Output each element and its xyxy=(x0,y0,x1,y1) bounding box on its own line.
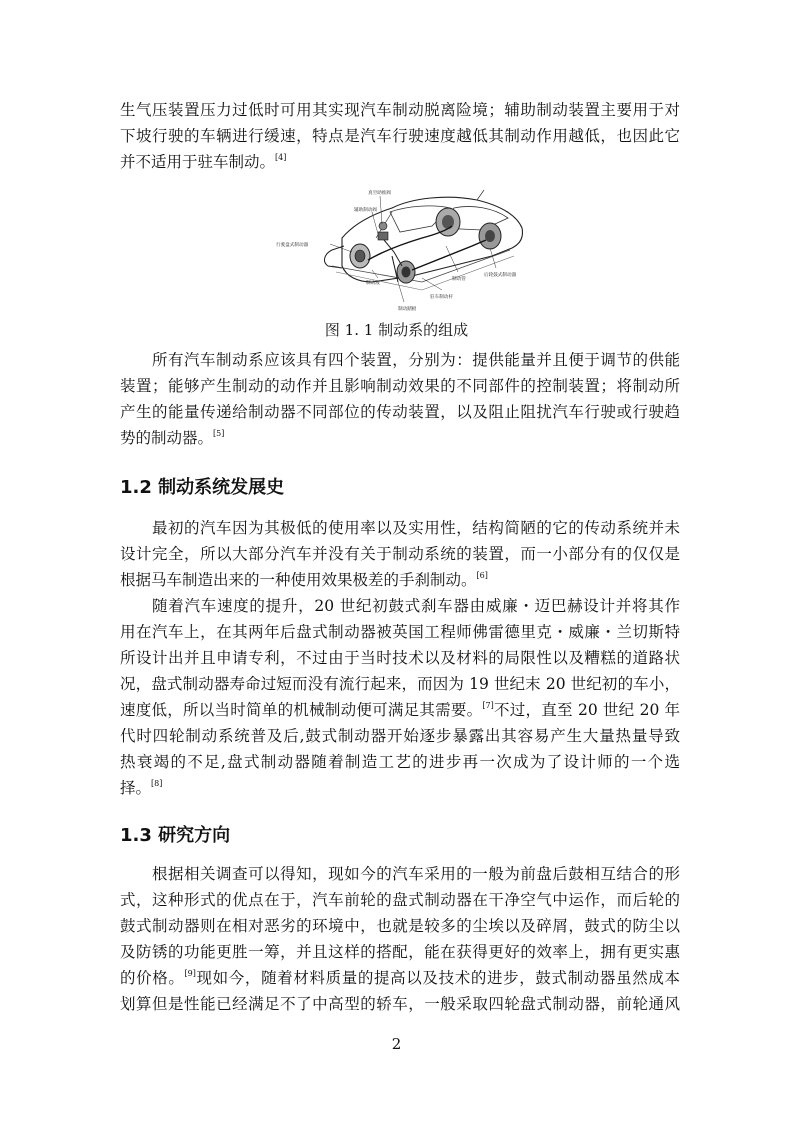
text-line: 根据相关调查可以得知，现如今的汽车采用的一般为前盘后鼓相互结合的形 xyxy=(152,865,680,883)
text-line: 及防锈的功能更胜一筹，并且这样的搭配，能在获得更好的效率上，拥有更实惠 xyxy=(120,943,680,961)
figure-label: 制动液 xyxy=(366,281,380,286)
citation: [8] xyxy=(151,779,163,788)
figure-label: 辅助制动阀 xyxy=(354,208,377,213)
figure-label: 后轮鼓式制动器 xyxy=(484,273,517,278)
figure-label: 制动管 xyxy=(452,277,466,282)
citation: [7] xyxy=(482,701,494,710)
citation: [9] xyxy=(184,969,196,978)
figure-label: 制动踏板 xyxy=(398,307,417,312)
text-line: 装置；能够产生制动的动作并且影响制动效果的不同部件的控制装置；将制动所 xyxy=(120,377,680,395)
text-line: 最初的汽车因为其极低的使用率以及实用性，结构简陋的它的传动系统并未 xyxy=(152,519,680,537)
text-line: 代时四轮制动系统普及后,鼓式制动器开始逐步暴露出其容易产生大量热量导致 xyxy=(120,727,680,745)
text-line: 设计完全，所以大部分汽车并没有关于制动系统的装置，而一小部分有的仅仅是 xyxy=(120,545,680,563)
text-line: 生气压装置压力过低时可用其实现汽车制动脱离险境；辅助制动装置主要用于对 xyxy=(120,101,680,119)
text-line: 热衰竭的不足,盘式制动器随着制造工艺的进步再一次成为了设计师的一个选 xyxy=(120,753,680,771)
page-number: 2 xyxy=(391,1035,402,1053)
text-line: 所设计出并且申请专利，不过由于当时技术以及材料的局限性以及糟糕的道路状 xyxy=(120,649,680,667)
text-line: 所有汽车制动系应该具有四个装置，分别为：提供能量并且便于调节的供能 xyxy=(152,351,680,369)
text-line: 速度低，所以当时简单的机械制动便可满足其需要。[7]不过，直至 20 世纪 20 年 xyxy=(120,701,680,719)
section-heading: 1.3 研究方向 xyxy=(120,825,231,846)
figure-label: 驻车制动杆 xyxy=(430,295,453,300)
citation: [5] xyxy=(213,429,225,438)
citation: [6] xyxy=(476,571,488,580)
citation: [4] xyxy=(275,153,287,162)
text-line: 并不适用于驻车制动。[4] xyxy=(120,153,287,171)
text-line: 的价格。[9]现如今，随着材料质量的提高以及技术的进步，鼓式制动器虽然成本 xyxy=(120,969,680,987)
text-line: 下坡行驶的车辆进行缓速，特点是汽车行驶速度越低其制动作用越低，也因此它 xyxy=(120,127,680,145)
section-heading: 1.2 制动系统发展史 xyxy=(120,477,285,498)
text-line: 况，盘式制动器寿命过短而没有流行起来，而因为 19 世纪末 20 世纪初的车小， xyxy=(120,675,680,693)
figure-label: 真空助推阀 xyxy=(368,191,391,196)
brake-system-figure xyxy=(272,186,528,314)
text-line: 势的制动器。[5] xyxy=(120,429,225,447)
text-line: 鼓式制动器则在相对恶劣的环境中，也就是较多的尘埃以及碎屑，鼓式的防尘以 xyxy=(120,917,680,935)
text-line: 划算但是性能已经满足不了中高型的轿车，一般采取四轮盘式制动器，前轮通风 xyxy=(120,995,680,1013)
text-line: 产生的能量传递给制动器不同部位的传动装置，以及阻止阻扰汽车行驶或行驶趋 xyxy=(120,403,680,421)
text-line: 随着汽车速度的提升，20 世纪初鼓式刹车器由威廉・迈巴赫设计并将其作 xyxy=(152,597,680,615)
text-line: 式，这种形式的优点在于，汽车前轮的盘式制动器在干净空气中运作，而后轮的 xyxy=(120,891,680,909)
text-line: 择。[8] xyxy=(120,779,163,797)
figure-caption: 图 1. 1 制动系的组成 xyxy=(324,321,469,339)
text-line: 用在汽车上，在其两年后盘式制动器被英国工程师佛雷德里克・威廉・兰切斯特 xyxy=(120,623,680,641)
figure-label: 行驶盘式制动器 xyxy=(276,243,309,248)
text-line: 根据马车制造出来的一种使用效果极差的手刹制动。[6] xyxy=(120,571,488,589)
